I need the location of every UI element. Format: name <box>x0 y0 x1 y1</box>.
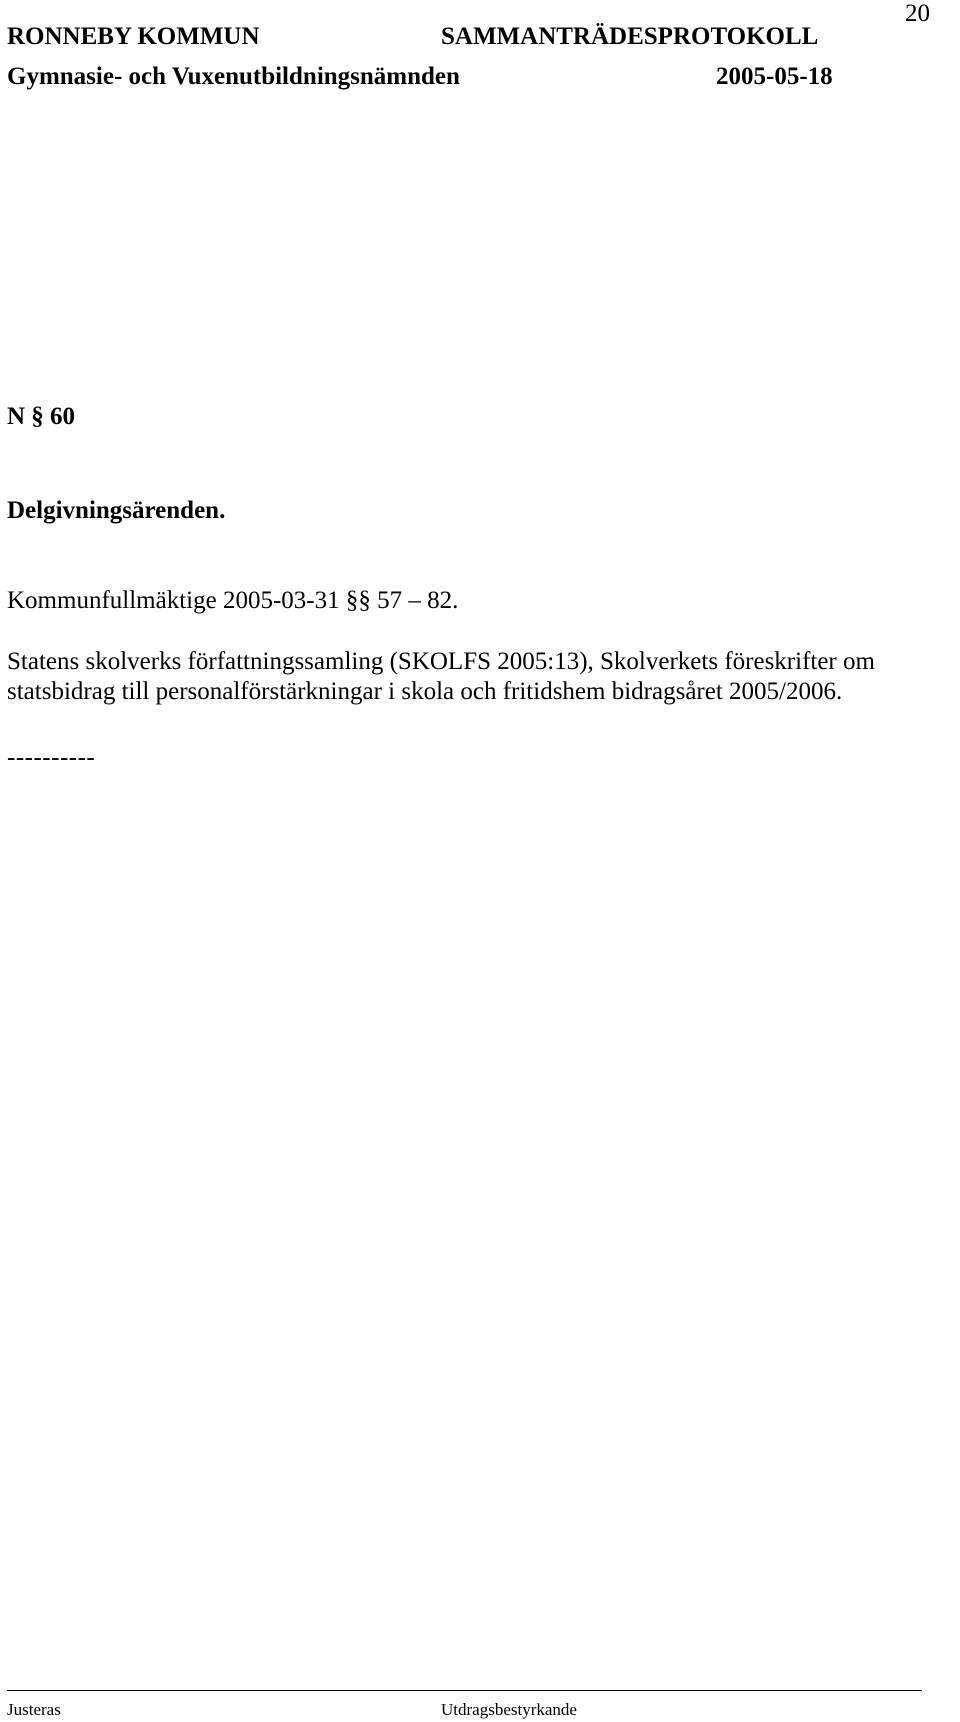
section-heading: Delgivningsärenden. <box>7 497 226 524</box>
document-type: SAMMANTRÄDESPROTOKOLL <box>441 23 819 50</box>
council-reference: Kommunfullmäktige 2005-03-31 §§ 57 – 82. <box>7 587 459 614</box>
footer-rule <box>7 1690 922 1691</box>
committee-name: Gymnasie- och Vuxenutbildningsnämnden <box>7 63 460 90</box>
section-number: N § 60 <box>7 403 76 430</box>
paragraph-line-1: Statens skolverks författningssamling (SKOLFS 2005:13), Skolverkets föreskrifter om <box>7 648 875 675</box>
footer-justeras-label: Justeras <box>7 1700 61 1719</box>
paragraph-line-2: statsbidrag till personalförstärkningar i skola och fritidshem bidragsåret 2005/2006. <box>7 678 843 705</box>
meeting-date: 2005-05-18 <box>716 63 833 90</box>
footer-utdragsbestyrkande-label: Utdragsbestyrkande <box>441 1700 577 1719</box>
page-number: 20 <box>905 0 930 27</box>
municipality-name: RONNEBY KOMMUN <box>7 23 260 50</box>
dash-separator: ---------- <box>7 744 96 771</box>
